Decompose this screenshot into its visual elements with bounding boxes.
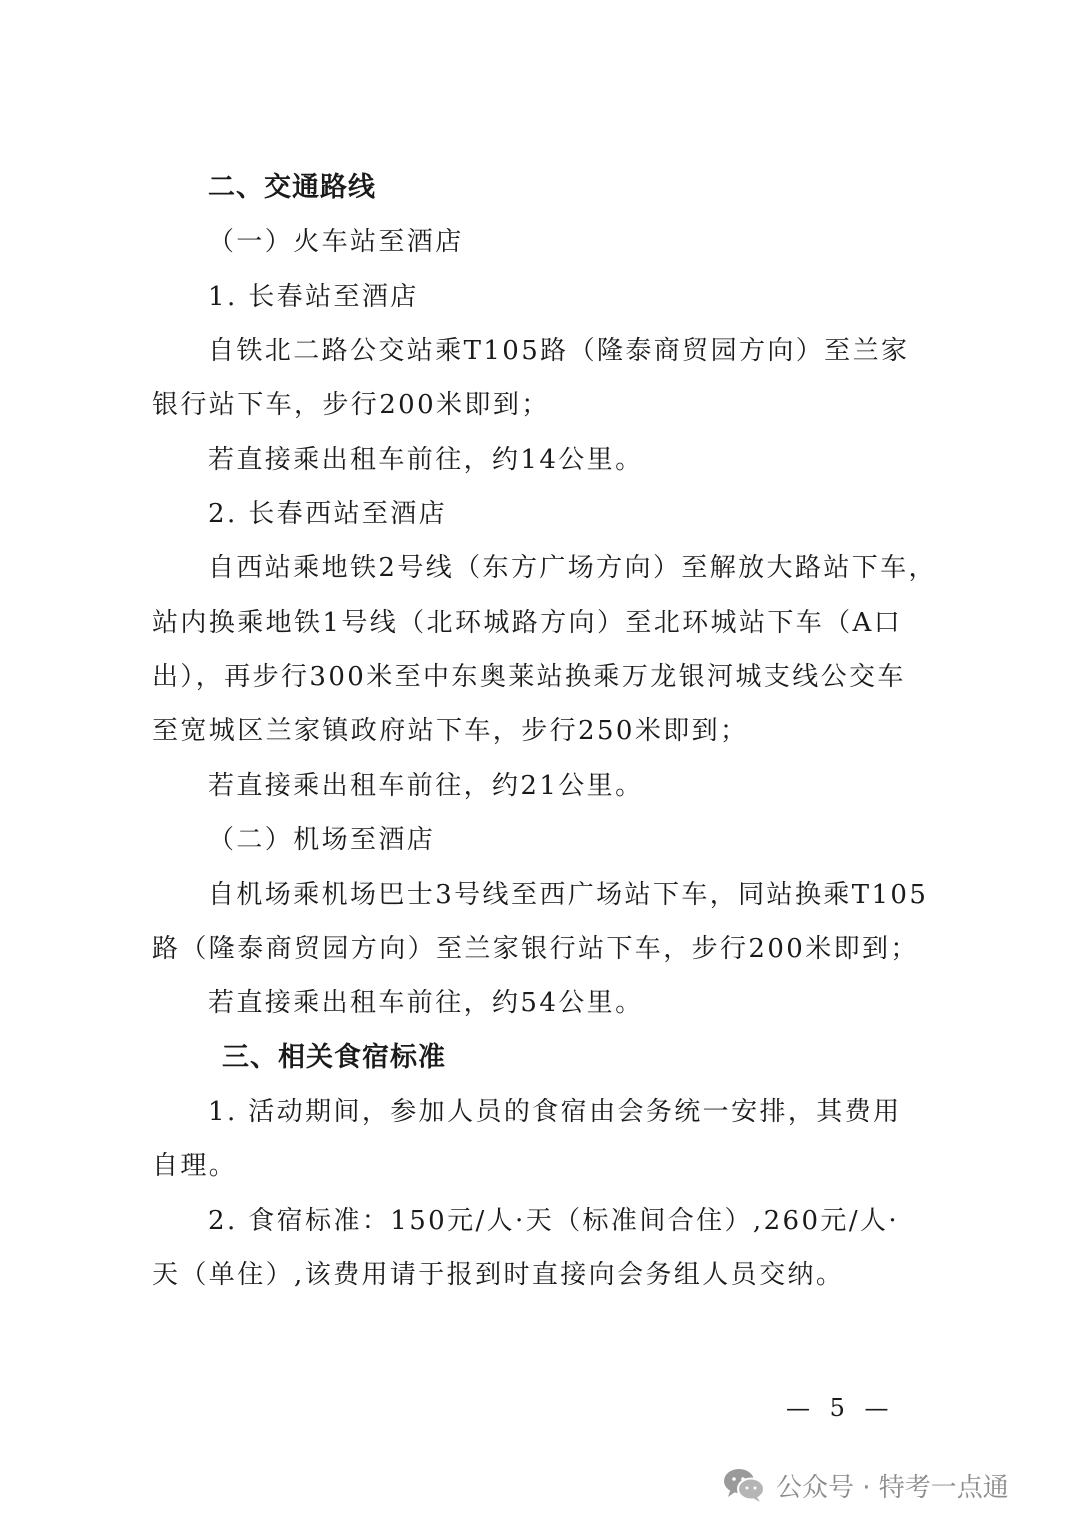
paragraph-line: 1. 活动期间，参加人员的食宿由会务统一安排，其费用 (208, 1097, 902, 1127)
watermark (722, 1462, 1009, 1508)
paragraph-line: 若直接乘出租车前往，约21公里。 (208, 771, 644, 801)
subheading-airport-to-hotel: （二）机场至酒店 (208, 825, 436, 855)
paragraph-line: 2. 食宿标准：150元/人·天（标准间合住）,260元/人· (208, 1206, 900, 1236)
paragraph-line: 自西站乘地铁2号线（东方广场方向）至解放大路站下车， (208, 553, 937, 583)
paragraph-line: 银行站下车，步行200米即到； (152, 390, 550, 420)
wechat-icon (722, 1467, 766, 1503)
section-title-accommodation: 三、相关食宿标准 (222, 1042, 446, 1073)
paragraph-line: 自理。 (152, 1151, 238, 1181)
paragraph-line: 天（单住）,该费用请于报到时直接向会务组人员交纳。 (152, 1260, 845, 1290)
paragraph-line: 出），再步行300米至中东奥莱站换乘万龙银河城支线公交车 (152, 662, 906, 692)
paragraph-line: 至宽城区兰家镇政府站下车，步行250米即到； (152, 716, 749, 746)
paragraph-line: 自机场乘机场巴士3号线至西广场站下车，同站换乘T105 (208, 880, 929, 910)
paragraph-line: 路（隆泰商贸园方向）至兰家银行站下车，步行200米即到； (152, 934, 919, 964)
paragraph-line: 站内换乘地铁1号线（北环城路方向）至北环城站下车（A口 (152, 608, 903, 638)
item-changchun-west-title: 2. 长春西站至酒店 (208, 499, 448, 529)
subheading-train-to-hotel: （一）火车站至酒店 (208, 227, 464, 257)
paragraph-line: 若直接乘出租车前往，约54公里。 (208, 988, 644, 1018)
watermark-text: 公众号 · 特考一点通 (776, 1472, 1009, 1503)
paragraph-line: 自铁北二路公交站乘T105路（隆泰商贸园方向）至兰家 (208, 336, 910, 366)
section-title-traffic: 二、交通路线 (208, 172, 376, 203)
item-changchun-station-title: 1. 长春站至酒店 (208, 282, 419, 312)
page-number: — 5 — (786, 1394, 895, 1422)
paragraph-line: 若直接乘出租车前往，约14公里。 (208, 445, 644, 475)
